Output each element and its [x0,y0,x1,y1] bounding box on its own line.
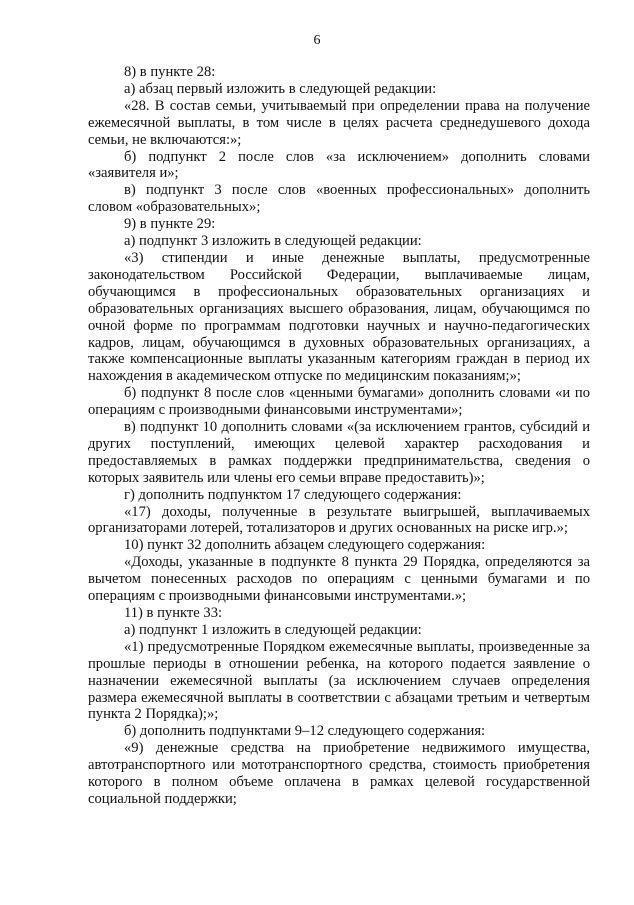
quoted-paragraph-28: «28. В состав семьи, учитываемый при определении права на получение ежемесячной выплаты, в том числе в целях расчета среднедушевого дохода семьи, не включаются:»; [88,97,590,148]
quoted-paragraph-9: «9) денежные средства на приобретение недвижимого имущества, автотранспортного или мототранспортного средства, стоимость приобретения которого в полном объеме оплачена в рамках целевой государственной социальной поддержки; [88,740,590,807]
paragraph-subitem-9b: б) подпункт 8 после слов «ценными бумагами» дополнить словами «и по операциям с производными финансовыми инструментами»; [88,385,590,419]
paragraph-item-10: 10) пункт 32 дополнить абзацем следующего содержания: [124,537,486,554]
paragraph-subitem-11b: б) дополнить подпунктами 9–12 следующего содержания: [124,723,486,740]
page-number: 6 [313,33,321,48]
quoted-paragraph-1: «1) предусмотренные Порядком ежемесячные выплаты, произведенные за прошлые периоды в отношении ребенка, на которого подается заявление о назначении ежемесячной выплаты (за исключением случаев определения размера ежемесячной выплаты в соответствии с абзацами третьим и четвертым пункта 2 Порядка);»; [88,638,590,723]
quoted-paragraph-17: «17) доходы, полученные в результате выигрышей, выплачиваемых организаторами лотерей, тотализаторов и других основанных на риске игр.»; [88,503,590,537]
quoted-paragraph-income: «Доходы, указанные в подпункте 8 пункта 29 Порядка, определяются за вычетом понесенных расходов по операциям с ценными бумагами и по операциям с производными финансовыми инструментами.»; [88,554,590,605]
paragraph-item-9: 9) в пункте 29: [124,216,216,233]
paragraph-subitem-9v: в) подпункт 10 дополнить словами «(за исключением грантов, субсидий и других поступлений, имеющих целевой характер расходования и предоставляемых в рамках поддержки предпринимательства, сведения о которых заявитель или члены его семьи вправе предоставить)»; [88,419,590,486]
paragraph-subitem-8a: а) абзац первый изложить в следующей редакции: [124,80,437,97]
paragraph-item-8: 8) в пункте 28: [124,64,216,80]
paragraph-subitem-8v: в) подпункт 3 после слов «военных профессиональных» дополнить словом «образовательных»; [88,182,590,216]
paragraph-subitem-9g: г) дополнить подпунктом 17 следующего содержания: [124,486,462,503]
paragraph-subitem-9a: а) подпункт 3 изложить в следующей редакции: [124,233,422,250]
document-body [88,64,590,808]
paragraph-subitem-8b: б) подпункт 2 после слов «за исключением» дополнить словами «заявителя и»; [88,148,590,182]
quoted-paragraph-3: «3) стипендии и иные денежные выплаты, предусмотренные законодательством Российской Федерации, выплачиваемые лицам, обучающимся в профессиональных образовательных организациях и образовательных организациях высшего образования, лицам, обучающимся по очной форме по программам подготовки научных и научно-педагогических кадров, лицам, обучающимся в духовных образовательных организациях, а также компенсационные выплаты указанным категориям граждан в период их нахождения в академическом отпуске по медицинским показаниям;»; [88,249,590,385]
paragraph-item-11: 11) в пункте 33: [124,605,223,621]
paragraph-subitem-11a: а) подпункт 1 изложить в следующей редакции: [124,621,422,638]
